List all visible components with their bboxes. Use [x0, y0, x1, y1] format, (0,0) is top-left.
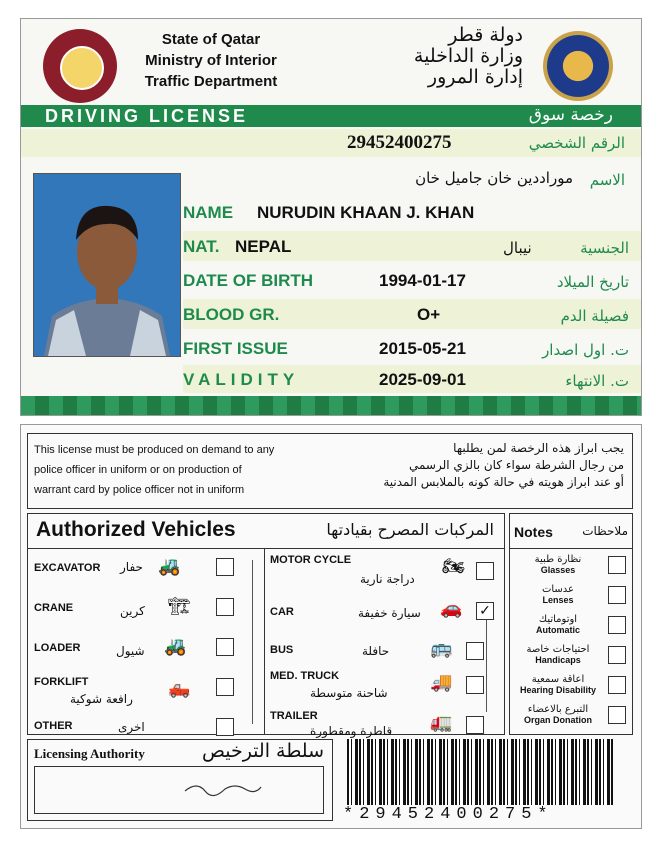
banner-title-ar: رخصة سوق — [528, 105, 613, 125]
notes-title-ar: ملاحظات — [582, 524, 628, 538]
notes-box — [509, 513, 633, 735]
header-state: State of Qatar — [161, 31, 261, 48]
note-label: Automatic — [535, 625, 580, 635]
blood-label-ar: فصيلة الدم — [560, 307, 629, 325]
vehicle-row-forklift — [34, 674, 256, 714]
vehicle-label: LOADER — [34, 642, 81, 654]
license-front — [20, 18, 642, 416]
vehicle-row-med-truck — [270, 668, 500, 708]
banner-title: DRIVING LICENSE — [45, 106, 249, 126]
motorcycle-icon: 🏍 — [442, 556, 465, 576]
vehicle-checkbox[interactable] — [216, 558, 234, 576]
vehicle-label-ar: قاطرة ومقطورة — [310, 724, 393, 738]
vehicle-checkbox[interactable] — [476, 562, 494, 580]
nationality-value: NEPAL — [235, 237, 292, 256]
notice-line-ar: من رجال الشرطة سواء كان بالزي الرسمي — [408, 458, 624, 472]
note-label: Glasses — [540, 565, 576, 575]
vehicle-label-ar: كرين — [120, 604, 145, 618]
notice-line: This license must be produced on demand to any — [34, 444, 275, 456]
nationality-label: NAT. — [183, 237, 220, 256]
truck-icon: 🚚 — [430, 672, 453, 692]
header-english — [121, 29, 301, 92]
vehicle-checkbox[interactable] — [466, 642, 484, 660]
licensing-authority-label: Licensing Authority — [34, 746, 145, 761]
name-label: NAME — [183, 203, 234, 222]
note-label-ar: اعاقة سمعية — [531, 674, 585, 685]
vehicle-row-motorcycle — [270, 552, 500, 592]
title-banner — [21, 105, 641, 127]
field-row-nationality — [183, 231, 642, 261]
loader-icon: 🚜 — [164, 636, 187, 656]
vehicles-title: Authorized Vehicles — [36, 518, 236, 541]
name-arabic: موراددين خان جاميل خان — [415, 169, 573, 187]
first-issue-label-ar: ت. اول اصدار — [542, 341, 629, 359]
note-automatic — [512, 614, 630, 642]
notice-line: warrant card by police officer not in uniform — [34, 484, 245, 496]
notice-line-ar: يجب ابراز هذه الرخصة لمن يطلبها — [453, 441, 624, 455]
note-checkbox[interactable] — [608, 706, 626, 724]
licensing-authority-box — [27, 739, 333, 821]
bus-icon: 🚌 — [430, 638, 453, 658]
header-ministry: Ministry of Interior — [145, 52, 277, 69]
vehicle-checkbox[interactable] — [466, 716, 484, 734]
note-organ-donation — [512, 704, 630, 732]
note-handicaps — [512, 644, 630, 672]
notice-english — [34, 440, 334, 500]
vehicle-checkbox[interactable] — [216, 718, 234, 736]
nationality-value-ar: نيبال — [503, 239, 532, 257]
excavator-icon: 🚜 — [158, 556, 181, 576]
gcc-emblem-icon — [543, 31, 613, 101]
vehicle-row-excavator — [34, 558, 256, 594]
note-label-ar: اوتوماتيك — [538, 614, 578, 625]
dob-label-ar: تاريخ الميلاد — [556, 273, 629, 291]
validity-value: 2025-09-01 — [379, 370, 466, 389]
vehicle-checkbox[interactable] — [466, 676, 484, 694]
signature-icon — [183, 777, 263, 801]
vehicle-label: BUS — [270, 644, 294, 656]
vehicle-row-trailer — [270, 708, 500, 738]
vehicle-label-ar: دراجة نارية — [360, 572, 415, 586]
blood-value: O+ — [417, 305, 441, 324]
vehicle-label-ar: شيول — [116, 644, 145, 658]
note-label: Handicaps — [535, 655, 581, 665]
id-row — [21, 129, 641, 157]
vehicle-checkbox[interactable] — [216, 638, 234, 656]
notice-line-ar: أو عند ابراز هويته في حالة كونه بالملابس المدنية — [383, 475, 624, 489]
barcode — [347, 739, 613, 805]
vehicle-label: OTHER — [34, 720, 73, 732]
vehicle-label: FORKLIFT — [34, 676, 89, 688]
vehicle-label-ar: رافعة شوكية — [70, 692, 133, 706]
vehicle-row-bus — [270, 638, 500, 668]
license-back — [20, 424, 642, 829]
field-row-validity — [183, 365, 642, 393]
validity-label-ar: ت. الانتهاء — [565, 372, 629, 390]
field-row-first-issue — [183, 333, 642, 363]
note-checkbox[interactable] — [608, 646, 626, 664]
security-border — [21, 396, 641, 416]
vehicle-label: TRAILER — [270, 710, 318, 722]
trailer-icon: 🚛 — [430, 712, 453, 732]
header-arabic — [371, 25, 523, 88]
vehicle-row-loader — [34, 638, 256, 674]
notice-box — [27, 433, 633, 509]
id-number: 29452400275 — [347, 132, 452, 153]
car-icon: 🚗 — [440, 598, 463, 618]
note-label: Lenses — [542, 595, 574, 605]
licensing-authority-label-ar: سلطة الترخيص — [201, 740, 324, 762]
note-glasses — [512, 554, 630, 582]
barcode-number: *29452400275* — [343, 805, 554, 824]
forklift-icon: 🛻 — [168, 678, 191, 698]
vehicle-checkbox[interactable] — [216, 598, 234, 616]
vehicle-label: MOTOR CYCLE — [270, 554, 352, 566]
nationality-label-ar: الجنسية — [580, 239, 629, 257]
name-label-ar: الاسم — [589, 171, 625, 189]
note-label-ar: نظارة طبية — [534, 554, 582, 565]
vehicle-label: EXCAVATOR — [34, 562, 101, 574]
note-checkbox[interactable] — [608, 616, 626, 634]
vehicle-row-car — [270, 598, 500, 630]
notice-line: police officer in uniform or on production of — [34, 464, 242, 476]
note-label-ar: التبرع بالاعضاء — [527, 704, 589, 715]
vehicle-label-ar: اخرى — [118, 720, 145, 734]
car-checkbox-checked[interactable]: ✓ — [476, 602, 494, 620]
signature-box — [34, 766, 324, 814]
note-lenses — [512, 584, 630, 612]
note-label: Hearing Disability — [519, 685, 597, 695]
name-value: NURUDIN KHAAN J. KHAN — [257, 203, 475, 222]
header-state-ar: دولة قطر — [448, 24, 523, 46]
note-label-ar: عدسات — [541, 584, 575, 595]
vehicle-label: CRANE — [34, 602, 74, 614]
header-department: Traffic Department — [144, 73, 278, 90]
vehicle-row-crane — [34, 598, 256, 634]
first-issue-value: 2015-05-21 — [379, 339, 466, 358]
blood-label: BLOOD GR. — [183, 305, 280, 324]
vehicle-label: MED. TRUCK — [270, 670, 340, 682]
dob-value: 1994-01-17 — [379, 271, 466, 290]
vehicle-label-ar: حافلة — [362, 644, 390, 658]
note-checkbox[interactable] — [608, 586, 626, 604]
vehicle-label-ar: شاحنة متوسطة — [310, 686, 388, 700]
notes-title: Notes — [514, 524, 553, 540]
vehicle-label-ar: سيارة خفيفة — [358, 606, 421, 620]
field-row-name — [21, 197, 641, 227]
header-ministry-ar: وزارة الداخلية — [413, 45, 523, 67]
first-issue-label: FIRST ISSUE — [183, 339, 288, 358]
qatar-emblem-icon — [43, 29, 117, 103]
dob-label: DATE OF BIRTH — [183, 271, 314, 290]
note-label: Organ Donation — [524, 715, 592, 725]
vehicle-label: CAR — [270, 606, 294, 618]
vehicles-title-ar: المركبات المصرح بقيادتها — [326, 520, 494, 539]
field-row-blood — [183, 299, 642, 329]
vehicle-label-ar: حفار — [120, 560, 143, 574]
vehicle-checkbox[interactable] — [216, 678, 234, 696]
crane-icon: 🏗 — [168, 596, 191, 616]
header-department-ar: إدارة المرور — [427, 66, 523, 88]
authorized-vehicles-box — [27, 513, 505, 738]
note-label-ar: احتياجات خاصة — [526, 644, 590, 655]
validity-label: VALIDITY — [183, 370, 300, 389]
notice-arabic — [334, 440, 624, 491]
id-label-ar: الرقم الشخصي — [528, 134, 625, 152]
field-row-dob — [183, 265, 642, 295]
note-hearing — [512, 674, 630, 702]
note-checkbox[interactable] — [608, 556, 626, 574]
note-checkbox[interactable] — [608, 676, 626, 694]
